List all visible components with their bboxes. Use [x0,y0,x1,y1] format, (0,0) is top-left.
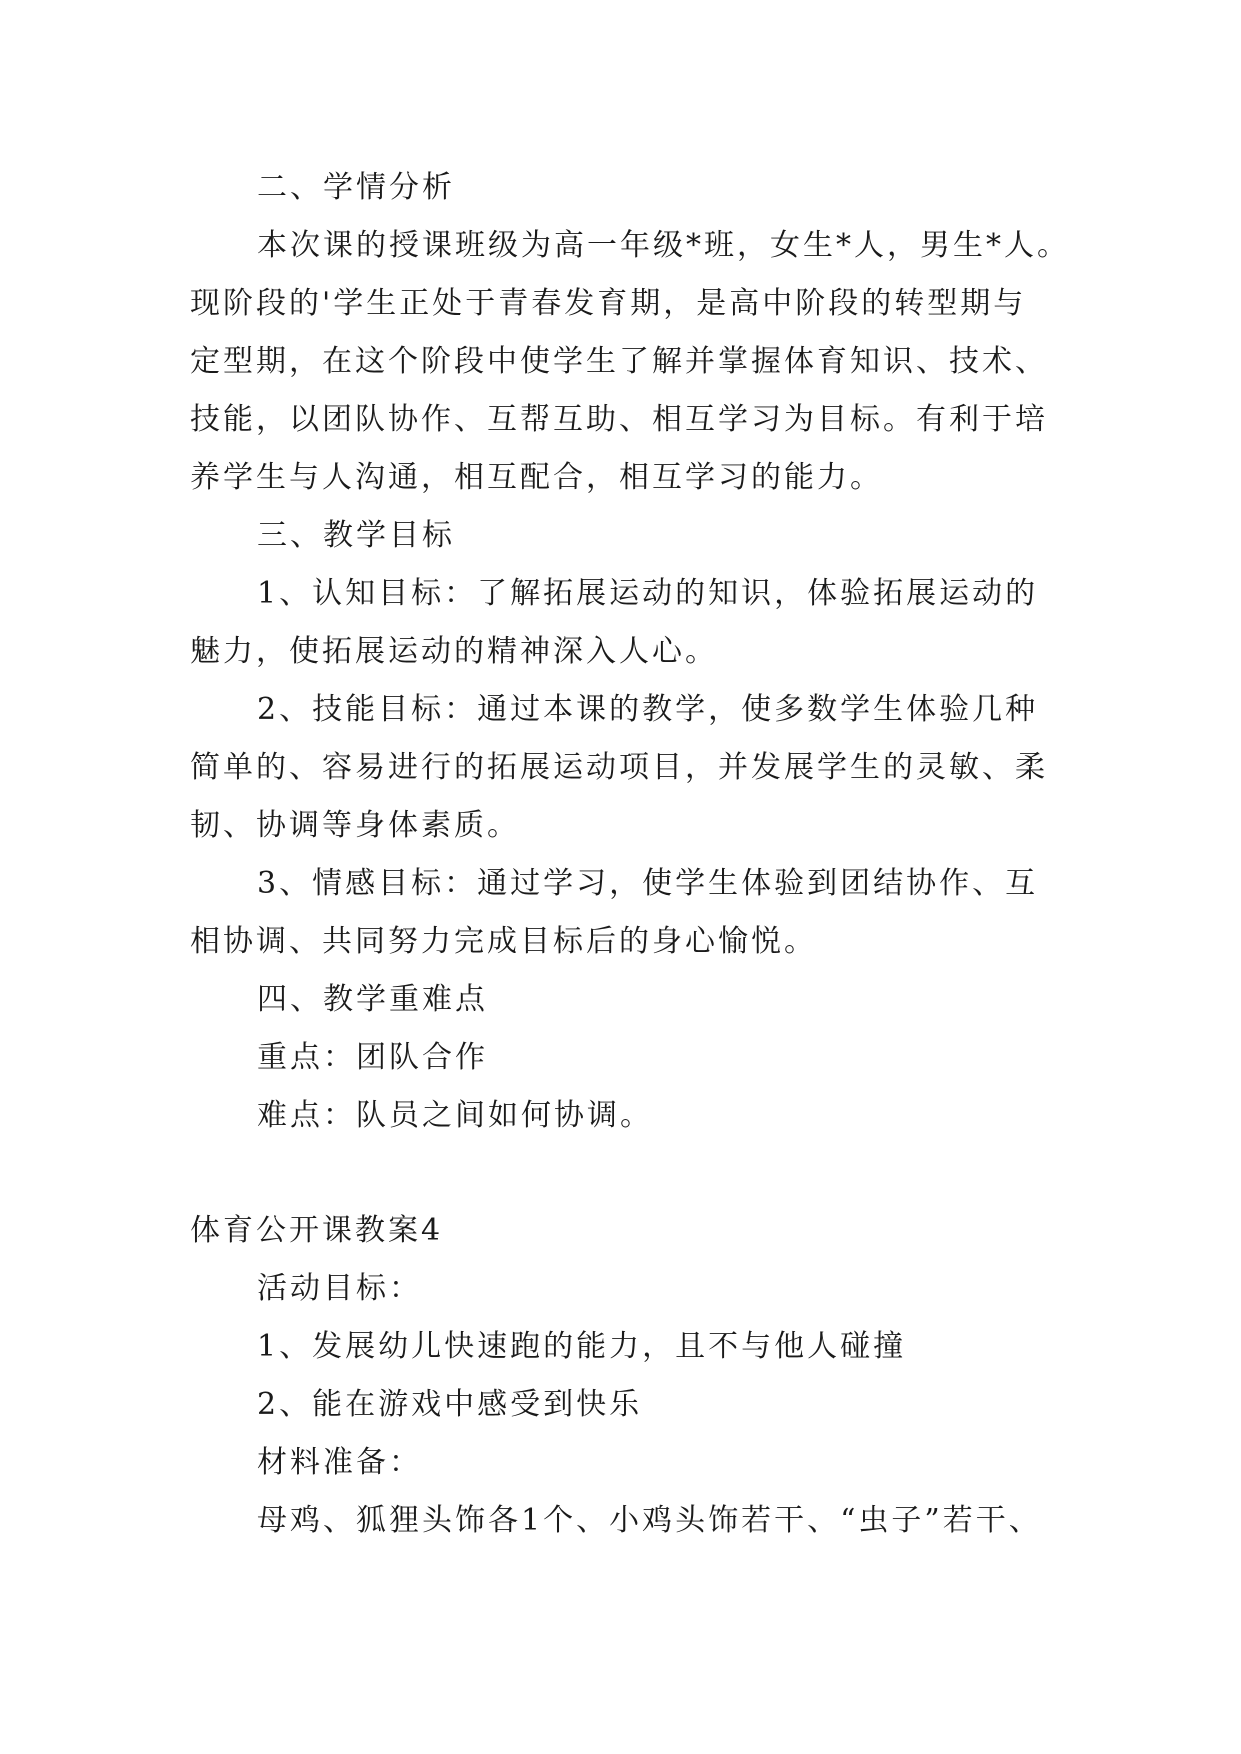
lesson-plan-title: 体育公开课教案4 [190,1213,444,1248]
paragraph-line: 韧、协调等身体素质。 [190,808,520,843]
paragraph-line: 难点：队员之间如何协调。 [257,1098,653,1133]
paragraph-line: 简单的、容易进行的拓展运动项目，并发展学生的灵敏、柔 [190,750,1048,785]
paragraph-line: 1、认知目标：了解拓展运动的知识，体验拓展运动的 [257,576,1039,611]
paragraph-line: 2、能在游戏中感受到快乐 [257,1387,643,1422]
section-heading-teaching-goals: 三、教学目标 [257,518,455,553]
paragraph-line: 相协调、共同努力完成目标后的身心愉悦。 [190,924,817,959]
paragraph-line: 魅力，使拓展运动的精神深入人心。 [190,634,718,669]
section-heading-materials: 材料准备： [257,1445,422,1480]
section-heading-student-analysis: 二、学情分析 [257,170,455,205]
paragraph-line: 技能，以团队协作、互帮互助、相互学习为目标。有利于培 [190,402,1048,437]
paragraph-line: 养学生与人沟通，相互配合，相互学习的能力。 [190,460,883,495]
paragraph-line: 1、发展幼儿快速跑的能力，且不与他人碰撞 [257,1329,907,1364]
paragraph-line: 3、情感目标：通过学习，使学生体验到团结协作、互 [257,866,1039,901]
paragraph-line: 本次课的授课班级为高一年级*班，女生*人，男生*人。 [257,228,1070,263]
paragraph-line: 定型期，在这个阶段中使学生了解并掌握体育知识、技术、 [190,344,1048,379]
paragraph-line: 现阶段的'学生正处于青春发育期，是高中阶段的转型期与 [190,286,1027,321]
paragraph-line: 重点：团队合作 [257,1040,488,1075]
paragraph-line: 2、技能目标：通过本课的教学，使多数学生体验几种 [257,692,1039,727]
section-heading-key-difficulties: 四、教学重难点 [257,982,488,1017]
section-heading-activity-goals: 活动目标： [257,1271,422,1306]
paragraph-line: 母鸡、狐狸头饰各1个、小鸡头饰若干、“虫子”若干、 [257,1503,1042,1538]
